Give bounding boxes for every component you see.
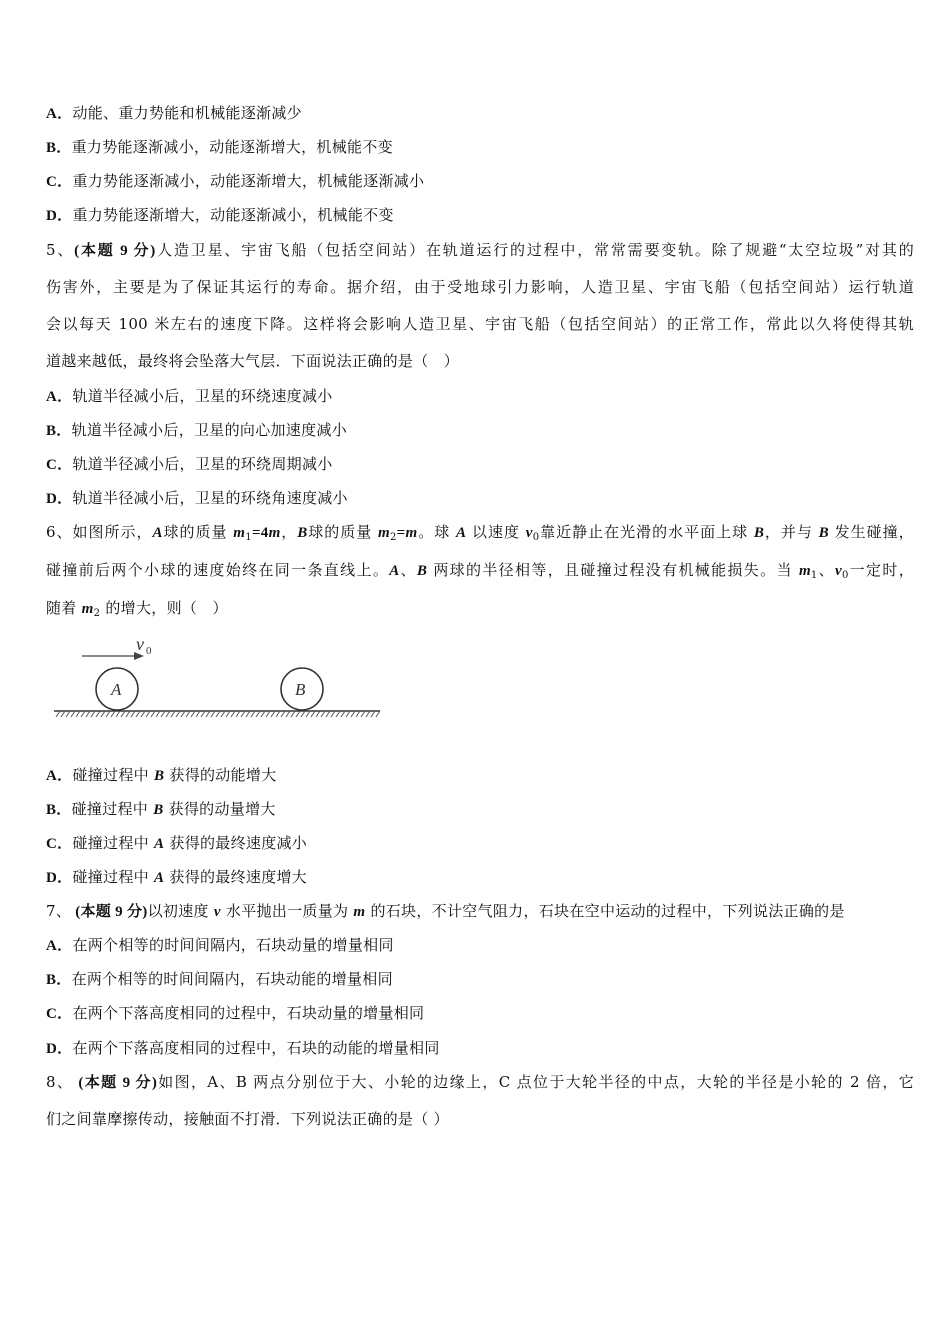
hatch-mark xyxy=(351,711,355,717)
q6-option-a: A．碰撞过程中 B 获得的动能增大 xyxy=(46,766,277,784)
hatch-mark xyxy=(371,711,375,717)
hatch-mark xyxy=(71,711,75,717)
hatch-mark xyxy=(171,711,175,717)
q8-stem-line-2: 们之间靠摩擦传动，接触面不打滑．下列说法正确的是（ ） xyxy=(46,1110,449,1128)
hatch-mark xyxy=(221,711,225,717)
hatch-mark xyxy=(226,711,230,717)
q6-stem-line-1: 6、如图所示，A球的质量 $m_1=4m$，B球的质量 $m_2=m$。球 A 以速度 $v_0$靠近静止在光滑的水平面上球 B，并与 B 发生碰撞， xyxy=(46,523,914,543)
hatch-mark xyxy=(156,711,160,717)
q7-option-a: A．在两个相等的时间间隔内，石块动量的增量相同 xyxy=(46,936,394,954)
hatch-mark xyxy=(286,711,290,717)
hatch-mark xyxy=(196,711,200,717)
q7-stem: 7、 (本题 9 分)以初速度 v 水平抛出一质量为 m 的石块，不计空气阻力，石块在空中运动的过程中，下列说法正确的是 xyxy=(46,902,845,920)
q5-stem-line-1: 5、(本题 9 分)人造卫星、宇宙飞船（包括空间站）在轨道运行的过程中，常常需要变轨。除了规避“太空垃圾”对其的 xyxy=(46,241,914,259)
hatch-mark xyxy=(91,711,95,717)
q5-option-b: B．轨道半径减小后，卫星的向心加速度减小 xyxy=(46,421,348,439)
q5-option-d: D．轨道半径减小后，卫星的环绕角速度减小 xyxy=(46,489,348,507)
hatch-mark xyxy=(161,711,165,717)
hatch-mark xyxy=(111,711,115,717)
ball-a-label: A xyxy=(111,680,122,699)
hatch-mark xyxy=(301,711,305,717)
hatch-mark xyxy=(236,711,240,717)
hatch-mark xyxy=(101,711,105,717)
hatch-mark xyxy=(131,711,135,717)
hatch-mark xyxy=(146,711,150,717)
hatch-mark xyxy=(271,711,275,717)
hatch-mark xyxy=(276,711,280,717)
hatch-mark xyxy=(256,711,260,717)
q5-stem-line-2: 伤害外，主要是为了保证其运行的寿命。据介绍，由于受地球引力影响，人造卫星、宇宙飞船（包括空间站）运行轨道 xyxy=(46,278,914,296)
hatch-mark xyxy=(306,711,310,717)
hatch-mark xyxy=(86,711,90,717)
hatch-mark xyxy=(366,711,370,717)
velocity-subscript: 0 xyxy=(146,645,152,657)
hatch-mark xyxy=(316,711,320,717)
hatch-mark xyxy=(116,711,120,717)
q7-option-d: D．在两个下落高度相同的过程中，石块的动能的增量相同 xyxy=(46,1039,440,1057)
hatch-mark xyxy=(191,711,195,717)
hatch-mark xyxy=(346,711,350,717)
hatch-mark xyxy=(106,711,110,717)
hatch-mark xyxy=(321,711,325,717)
hatch-mark xyxy=(61,711,65,717)
hatch-mark xyxy=(151,711,155,717)
collision-figure xyxy=(50,628,386,724)
hatch-mark xyxy=(296,711,300,717)
hatch-mark xyxy=(126,711,130,717)
q6-option-b: B．碰撞过程中 B 获得的动量增大 xyxy=(46,800,276,818)
hatch-mark xyxy=(176,711,180,717)
hatch-mark xyxy=(66,711,70,717)
hatch-mark xyxy=(251,711,255,717)
hatch-mark xyxy=(76,711,80,717)
q7-option-b: B．在两个相等的时间间隔内，石块动能的增量相同 xyxy=(46,970,393,988)
hatch-mark xyxy=(166,711,170,717)
hatch-mark xyxy=(311,711,315,717)
hatch-mark xyxy=(136,711,140,717)
q6-stem-line-3: 随着 $m_2$ 的增大，则（ ） xyxy=(46,599,228,619)
hatch-mark xyxy=(291,711,295,717)
hatch-mark xyxy=(241,711,245,717)
hatch-mark xyxy=(326,711,330,717)
hatch-mark xyxy=(56,711,60,717)
q6-option-c: C．碰撞过程中 A 获得的最终速度减小 xyxy=(46,834,308,852)
hatch-mark xyxy=(81,711,85,717)
hatch-mark xyxy=(121,711,125,717)
q6-option-d: D．碰撞过程中 A 获得的最终速度增大 xyxy=(46,868,308,886)
velocity-label: v xyxy=(136,634,144,654)
hatch-mark xyxy=(201,711,205,717)
hatch-mark xyxy=(231,711,235,717)
q5-option-a: A．轨道半径减小后，卫星的环绕速度减小 xyxy=(46,387,333,405)
hatch-mark xyxy=(186,711,190,717)
hatch-mark xyxy=(141,711,145,717)
ground-hatching xyxy=(56,711,380,717)
hatch-mark xyxy=(281,711,285,717)
q5-stem-line-4: 道越来越低，最终将会坠落大气层．下面说法正确的是（ ） xyxy=(46,352,460,370)
hatch-mark xyxy=(266,711,270,717)
q5-stem-line-3: 会以每天 100 米左右的速度下降。这样将会影响人造卫星、宇宙飞船（包括空间站）的正常工作，常此以久将使得其轨 xyxy=(46,315,914,333)
q4-option-c: C．重力势能逐渐减小，动能逐渐增大，机械能逐渐减小 xyxy=(46,172,425,190)
q4-option-b: B．重力势能逐渐减小，动能逐渐增大，机械能不变 xyxy=(46,138,393,156)
hatch-mark xyxy=(216,711,220,717)
hatch-mark xyxy=(246,711,250,717)
q4-option-a: A．动能、重力势能和机械能逐渐减少 xyxy=(46,104,302,122)
hatch-mark xyxy=(376,711,380,717)
q7-option-c: C．在两个下落高度相同的过程中，石块动量的增量相同 xyxy=(46,1004,425,1022)
q4-option-d: D．重力势能逐渐增大，动能逐渐减小，机械能不变 xyxy=(46,206,394,224)
hatch-mark xyxy=(341,711,345,717)
hatch-mark xyxy=(331,711,335,717)
hatch-mark xyxy=(261,711,265,717)
ball-b-label: B xyxy=(295,680,306,699)
hatch-mark xyxy=(211,711,215,717)
hatch-mark xyxy=(181,711,185,717)
q8-stem-line-1: 8、 (本题 9 分)如图，A、B 两点分别位于大、小轮的边缘上，C 点位于大轮半径的中点，大轮的半径是小轮的 2 倍，它 xyxy=(46,1073,914,1091)
hatch-mark xyxy=(361,711,365,717)
hatch-mark xyxy=(206,711,210,717)
hatch-mark xyxy=(96,711,100,717)
q5-option-c: C．轨道半径减小后，卫星的环绕周期减小 xyxy=(46,455,333,473)
hatch-mark xyxy=(356,711,360,717)
q6-stem-line-2: 碰撞前后两个小球的速度始终在同一条直线上。A、B 两球的半径相等，且碰撞过程没有机械能损失。当 $m_1$、$v_0$一定时， xyxy=(46,561,914,581)
hatch-mark xyxy=(336,711,340,717)
